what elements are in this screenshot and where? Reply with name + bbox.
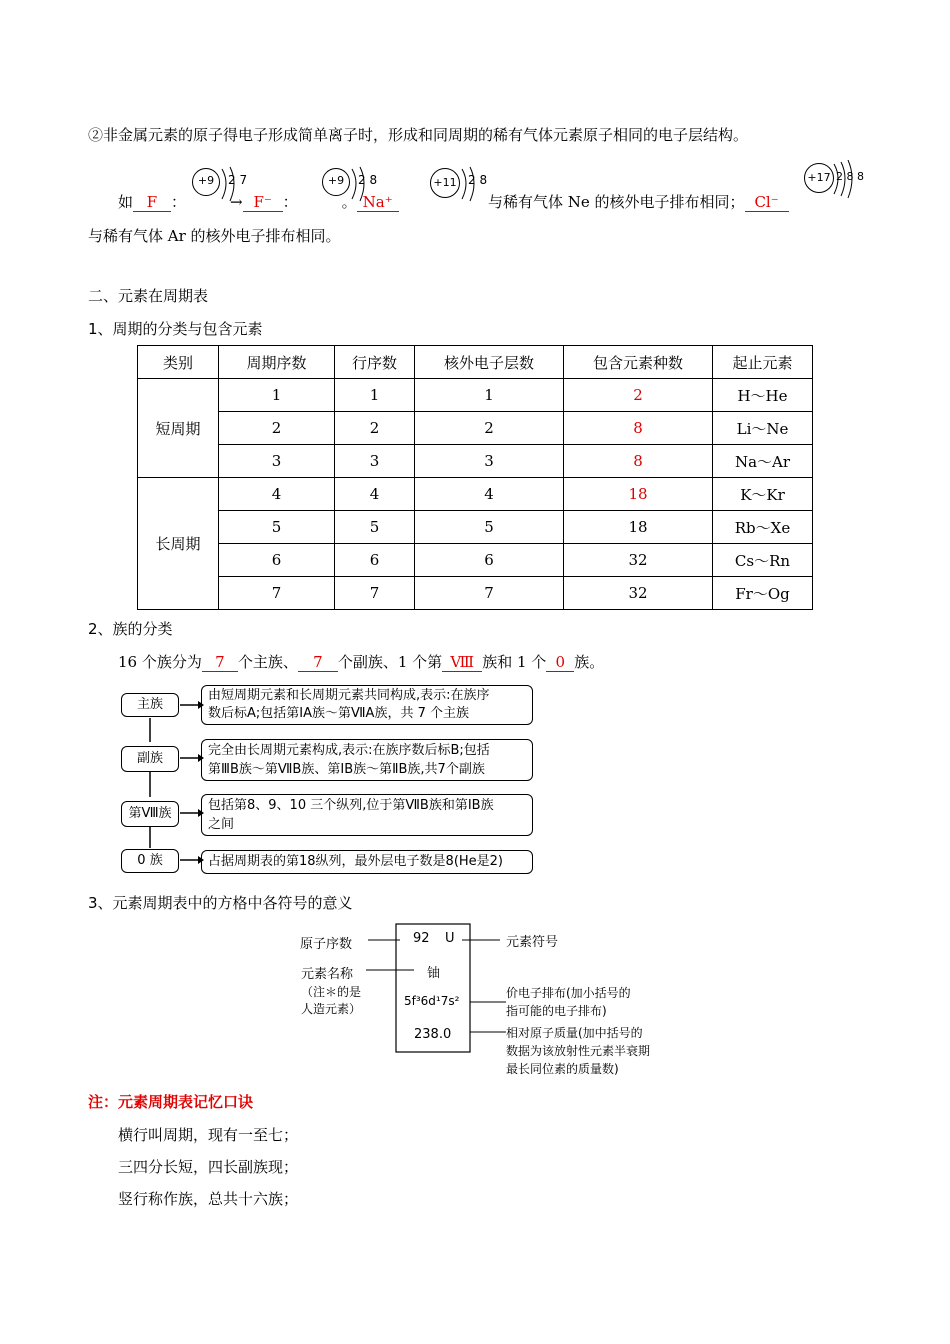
header-cell: 行序数 xyxy=(335,346,415,379)
answer-cl-ion: Cl⁻ xyxy=(745,193,789,212)
table-header-row xyxy=(138,346,813,379)
subsection-2-title: 2、族的分类 xyxy=(88,620,173,638)
cell-mass: 238.0 xyxy=(414,1027,452,1042)
cell-number: 92 xyxy=(413,931,430,946)
artificial-note-2: 人造元素） xyxy=(301,1002,362,1016)
fluorine-atom-diagram: +9 2 7 xyxy=(192,165,252,205)
family-desc-group8: 包括第8、9、10 三个纵列,位于第ⅦB族和第ⅠB族 之间 xyxy=(201,794,533,836)
table-row: 2 2 2 8 Li～Ne xyxy=(138,412,813,445)
family-label-main: 主族 xyxy=(121,693,179,717)
answer-main-groups: 7 xyxy=(202,653,238,672)
cell-symbol: U xyxy=(445,931,455,946)
answer-group-0: 0 xyxy=(546,653,574,672)
cell-config: 5f³6d¹7s² xyxy=(404,994,460,1008)
mass-label-2: 数据为该放射性元素半衰期 xyxy=(506,1044,651,1058)
valence-label-1: 价电子排布(加小括号的 xyxy=(506,986,631,1000)
table-row: 7 7 7 32 Fr～Og xyxy=(138,577,813,610)
header-cell: 类别 xyxy=(138,346,219,379)
family-label-group8: 第Ⅷ族 xyxy=(121,801,179,827)
group-long: 长周期 xyxy=(138,478,219,610)
element-name-label: 元素名称 xyxy=(301,967,354,982)
period-table xyxy=(137,345,813,610)
sodium-ion-diagram: +11 2 8 xyxy=(430,165,490,205)
intro-line-3: 与稀有气体 Ar 的核外电子排布相同。 xyxy=(88,227,341,245)
answer-group-8: Ⅷ xyxy=(442,653,482,672)
header-cell: 包含元素种数 xyxy=(564,346,713,379)
mnemonic-title: 注：元素周期表记忆口诀 xyxy=(88,1093,254,1111)
header-cell: 核外电子层数 xyxy=(415,346,564,379)
intro-line-2b: 与稀有气体 Ne 的核外电子排布相同； Cl⁻ xyxy=(488,191,789,212)
family-count-sentence: 16 个族分为 7 个主族、 7 个副族、1 个第 Ⅷ 族和 1 个 0 族。 xyxy=(118,653,605,671)
header-cell: 周期序数 xyxy=(219,346,335,379)
atomic-number-label: 原子序数 xyxy=(300,937,353,952)
table-row: 长周期 4 4 4 18 K～Kr xyxy=(138,478,813,511)
family-label-sub: 副族 xyxy=(121,746,179,772)
mnemonic-line: 竖行称作族，总共十六族； xyxy=(118,1190,299,1208)
intro-line-1: ②非金属元素的原子得电子形成简单离子时，形成和同周期的稀有气体元素原子相同的电子层结构。 xyxy=(88,126,749,144)
mnemonic-line: 三四分长短，四长副族现； xyxy=(118,1158,299,1176)
artificial-note-1: （注＊的是 xyxy=(301,985,362,999)
section-title: 二、元素在周期表 xyxy=(88,287,209,305)
answer-sub-groups: 7 xyxy=(298,653,338,672)
mnemonic-line: 横行叫周期，现有一至七； xyxy=(118,1126,299,1144)
table-row: 6 6 6 32 Cs～Rn xyxy=(138,544,813,577)
answer-na-ion: Na⁺ xyxy=(357,193,399,212)
table-row: 短周期 1 1 1 2 H～He xyxy=(138,379,813,412)
valence-label-2: 指可能的电子排布) xyxy=(506,1004,607,1018)
mass-label-1: 相对原子质量(加中括号的 xyxy=(506,1026,643,1040)
answer-f: F xyxy=(133,193,171,212)
family-desc-sub: 完全由长周期元素构成,表示:在族序数后标B;包括 第ⅢB族～第ⅦB族、第ⅠB族～第ⅡB族,共7个副族 xyxy=(201,739,533,781)
table-row: 5 5 5 18 Rb～Xe xyxy=(138,511,813,544)
chlorine-ion-diagram: +17 2 8 8 xyxy=(804,160,868,200)
mass-label-3: 最长同位素的质量数) xyxy=(506,1062,619,1076)
answer-f-ion: F⁻ xyxy=(243,193,283,212)
subsection-1-title: 1、周期的分类与包含元素 xyxy=(88,320,263,338)
intro-line-2: 如 F ： → F⁻ ： 。 Na⁺ xyxy=(118,191,399,212)
fluoride-ion-diagram: +9 2 8 xyxy=(322,165,382,205)
group-short: 短周期 xyxy=(138,379,219,478)
table-row: 3 3 3 8 Na～Ar xyxy=(138,445,813,478)
subsection-3-title: 3、元素周期表中的方格中各符号的意义 xyxy=(88,894,353,912)
family-desc-main: 由短周期元素和长周期元素共同构成,表示:在族序 数后标A;包括第ⅠA族～第ⅦA族，共 7 个主族 xyxy=(201,685,533,725)
family-label-group0: 0 族 xyxy=(121,849,179,873)
cell-name: 铀 xyxy=(427,966,441,981)
family-desc-group0: 占据周期表的第18纵列，最外层电子数是8(He是2) xyxy=(201,850,533,874)
header-cell: 起止元素 xyxy=(713,346,813,379)
symbol-label: 元素符号 xyxy=(506,935,559,950)
